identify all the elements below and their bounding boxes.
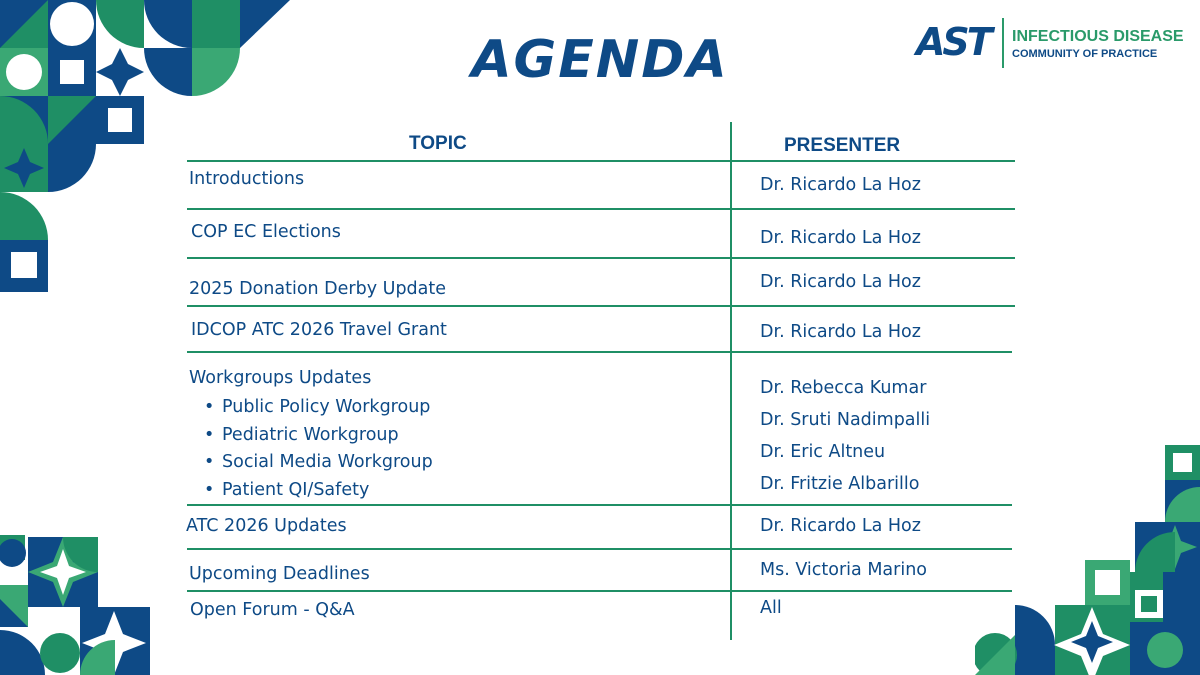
topic-workgroups-updates: Workgroups Updates	[189, 368, 372, 388]
presenter-cell: Ms. Victoria Marino	[760, 560, 928, 580]
topic-donation-derby: 2025 Donation Derby Update	[189, 279, 447, 299]
decorative-pattern-bottom-left	[0, 535, 150, 675]
table-row-divider	[187, 160, 1015, 162]
logo-line-2: COMMUNITY OF PRACTICE	[1012, 48, 1158, 60]
table-row-divider	[187, 257, 1015, 259]
presenter-cell: Dr. Ricardo La Hoz	[760, 272, 921, 292]
decorative-pattern-bottom-right	[975, 445, 1200, 675]
topic-upcoming-deadlines: Upcoming Deadlines	[189, 564, 370, 584]
topic-open-forum: Open Forum - Q&A	[190, 600, 355, 620]
table-row-divider	[187, 351, 1012, 353]
table-row-divider	[187, 305, 1015, 307]
ast-logo	[916, 18, 1186, 70]
presenter-cell: Dr. Rebecca Kumar	[760, 378, 927, 398]
presenter-cell: Dr. Ricardo La Hoz	[760, 516, 921, 536]
topic-atc-2026-updates: ATC 2026 Updates	[186, 516, 347, 536]
list-item: • Pediatric Workgroup	[204, 422, 433, 450]
list-item: • Social Media Workgroup	[204, 449, 433, 477]
workgroups-list	[204, 394, 433, 504]
list-item: • Patient QI/Safety	[204, 477, 433, 505]
list-item: • Public Policy Workgroup	[204, 394, 433, 422]
topic-cop-ec-elections: COP EC Elections	[191, 222, 341, 242]
presenter-cell: Dr. Ricardo La Hoz	[760, 322, 921, 342]
presenter-cell: Dr. Sruti Nadimpalli	[760, 410, 931, 430]
page-title: AGENDA	[471, 30, 729, 90]
presenter-cell: All	[760, 598, 782, 618]
presenter-cell: Dr. Eric Altneu	[760, 442, 886, 462]
presenter-cell: Dr. Ricardo La Hoz	[760, 228, 921, 248]
presenter-cell: Dr. Fritzie Albarillo	[760, 474, 920, 494]
table-row-divider	[187, 208, 1015, 210]
topic-travel-grant: IDCOP ATC 2026 Travel Grant	[191, 320, 447, 340]
logo-mark: AST	[916, 20, 990, 64]
logo-divider	[1002, 18, 1004, 68]
table-row-divider	[187, 590, 1012, 592]
table-column-divider	[730, 122, 732, 640]
topic-column-header: TOPIC	[409, 133, 467, 154]
topic-introductions: Introductions	[189, 169, 305, 189]
table-row-divider	[187, 548, 1012, 550]
table-row-divider	[187, 504, 1012, 506]
logo-line-1: INFECTIOUS DISEASE	[1012, 28, 1184, 45]
presenter-column-header: PRESENTER	[784, 135, 901, 156]
workgroup-presenters	[760, 374, 930, 502]
presenter-cell: Dr. Ricardo La Hoz	[760, 175, 921, 195]
